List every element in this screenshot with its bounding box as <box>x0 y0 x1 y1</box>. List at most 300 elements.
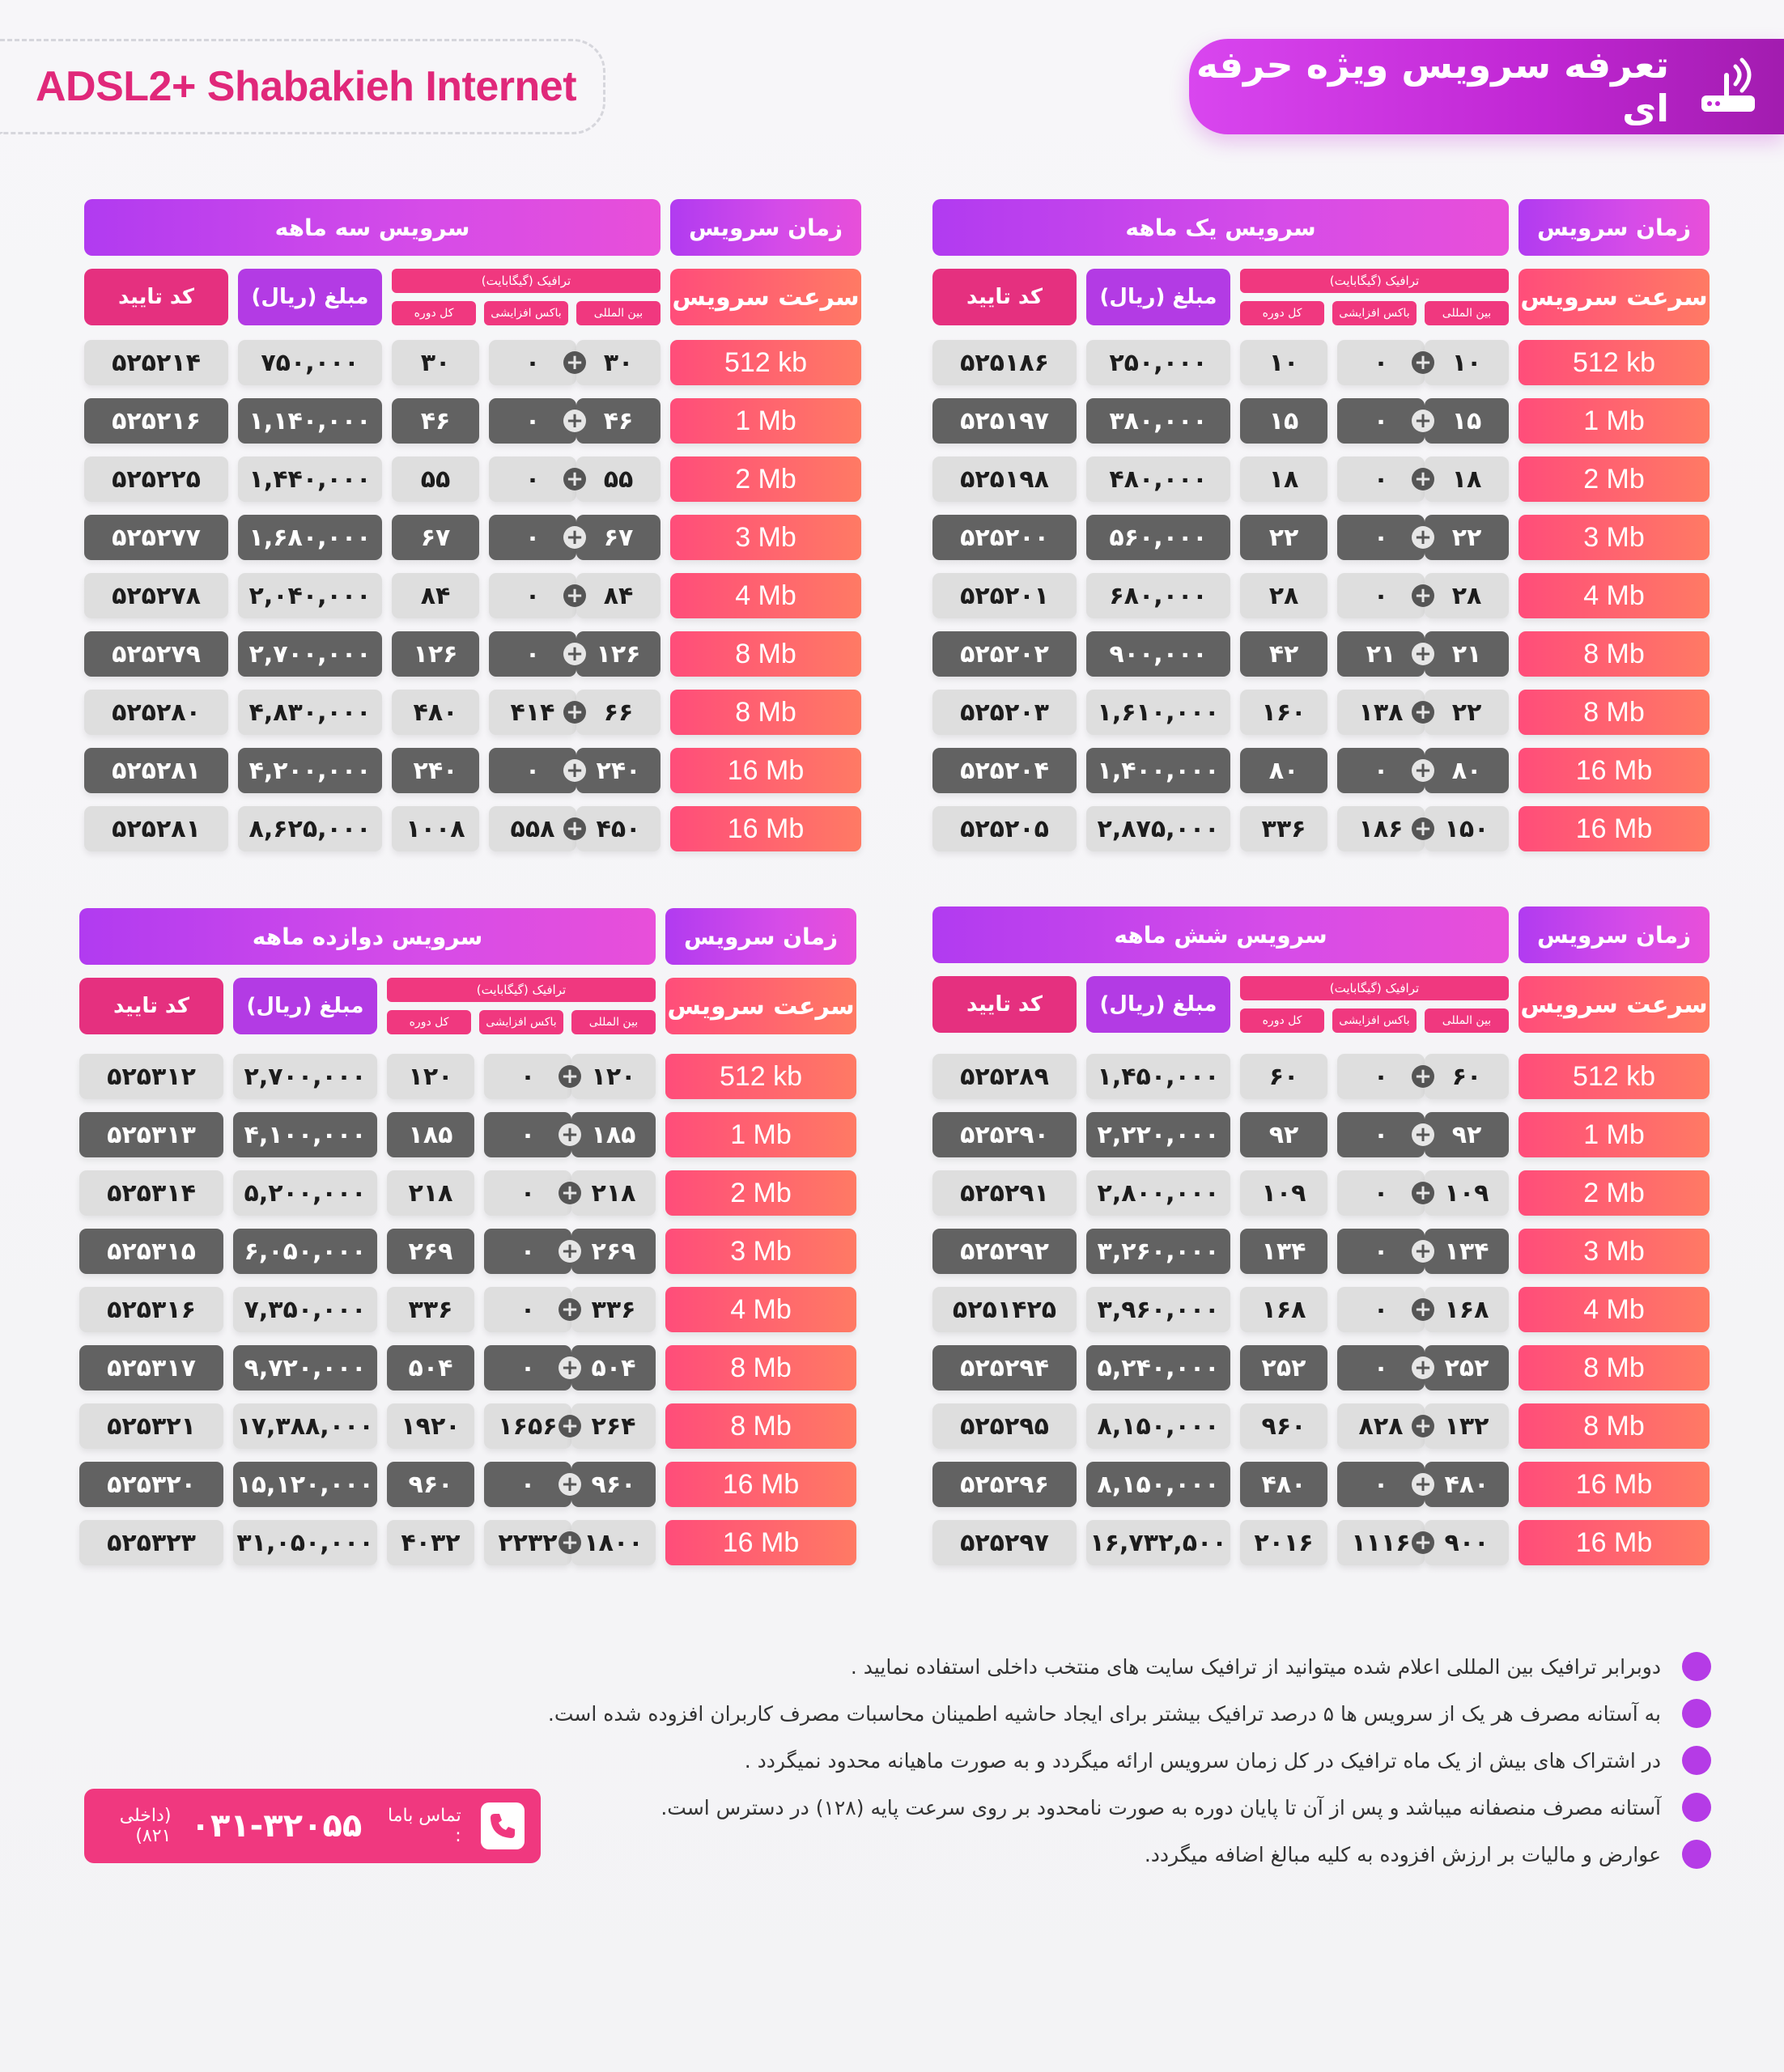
contact-label: تماس باما : <box>388 1806 461 1846</box>
cell-code: ۵۲۵۲۸۱ <box>84 806 228 851</box>
plus-icon: + <box>563 468 586 490</box>
table-row[interactable] <box>79 1229 856 1274</box>
header-price: مبلغ (ریال) <box>238 269 382 325</box>
cell-code: ۵۲۵۲۰۰ <box>932 515 1077 560</box>
cell-extra: ۴۱۴ <box>489 690 576 735</box>
table-row[interactable] <box>932 748 1710 793</box>
brand-box <box>0 39 605 134</box>
cell-total: ۲۱۸ <box>387 1170 474 1216</box>
header-extra: باکس افزایشی <box>1332 1008 1417 1033</box>
cell-code: ۵۲۵۳۱۶ <box>79 1287 223 1332</box>
contact-extension: (داخلی ۸۲۱) <box>119 1806 172 1846</box>
cell-speed: 16 Mb <box>665 1462 856 1507</box>
table-row[interactable] <box>932 1054 1710 1099</box>
cell-price: ۱,۴۴۰,۰۰۰ <box>238 456 382 502</box>
cell-intl: ۱۵ <box>1425 398 1509 444</box>
cell-code: ۵۲۵۲۸۱ <box>84 748 228 793</box>
cell-intl: ۲۱۸ <box>571 1170 656 1216</box>
cell-speed: 8 Mb <box>670 631 861 677</box>
cell-extra: ۰ <box>489 398 576 444</box>
cell-price: ۹۰۰,۰۰۰ <box>1086 631 1230 677</box>
cell-extra: ۰ <box>1337 398 1425 444</box>
cell-code: ۵۲۵۲۸۹ <box>932 1054 1077 1099</box>
header-traffic-group <box>1240 976 1509 1033</box>
cell-speed: 16 Mb <box>1519 1462 1710 1507</box>
cell-intl: ۱۲۶ <box>576 631 661 677</box>
cell-extra: ۰ <box>1337 1462 1425 1507</box>
cell-intl: ۲۱ <box>1425 631 1509 677</box>
header-total: کل دوره <box>387 1010 471 1034</box>
header-code: کد تایید <box>932 269 1077 325</box>
plus-icon: + <box>559 1473 581 1496</box>
cell-code: ۵۲۵۲۰۵ <box>932 806 1077 851</box>
note-item <box>497 1784 1711 1831</box>
cell-total: ۵۵ <box>392 456 479 502</box>
cell-speed: 8 Mb <box>1519 1403 1710 1449</box>
table-row[interactable] <box>79 1287 856 1332</box>
cell-extra: ۰ <box>484 1170 571 1216</box>
cell-speed: 2 Mb <box>1519 1170 1710 1216</box>
plus-icon: + <box>1412 1531 1434 1554</box>
table-row[interactable] <box>932 1229 1710 1274</box>
cell-extra: ۰ <box>1337 456 1425 502</box>
cell-code: ۵۲۵۲۷۹ <box>84 631 228 677</box>
cell-intl: ۱۸۰۰ <box>571 1520 656 1565</box>
plus-icon: + <box>1412 410 1434 432</box>
cell-intl: ۲۴۰ <box>576 748 661 793</box>
header-service-time: زمان سرویس <box>665 908 856 965</box>
cell-intl: ۸۴ <box>576 573 661 618</box>
plus-icon: + <box>1412 468 1434 490</box>
cell-price: ۲,۸۷۵,۰۰۰ <box>1086 806 1230 851</box>
cell-speed: 3 Mb <box>1519 1229 1710 1274</box>
note-item <box>497 1831 1711 1878</box>
cell-code: ۵۲۵۳۱۳ <box>79 1112 223 1157</box>
cell-total: ۴۸۰ <box>392 690 479 735</box>
contact-box[interactable] <box>84 1789 541 1863</box>
plus-icon: + <box>1412 351 1434 374</box>
header-code: کد تایید <box>79 978 223 1034</box>
cell-total: ۱۸ <box>1240 456 1327 502</box>
cell-price: ۱,۶۸۰,۰۰۰ <box>238 515 382 560</box>
cell-price: ۲۵۰,۰۰۰ <box>1086 340 1230 385</box>
bullet-icon <box>1682 1699 1711 1728</box>
table-row[interactable] <box>79 1520 856 1565</box>
cell-total: ۱۲۶ <box>392 631 479 677</box>
plus-icon: + <box>1412 701 1434 724</box>
plus-icon: + <box>563 410 586 432</box>
plus-icon: + <box>1412 1298 1434 1321</box>
cell-extra: ۰ <box>1337 1345 1425 1391</box>
table-row[interactable] <box>79 1054 856 1099</box>
cell-intl: ۶۷ <box>576 515 661 560</box>
header-intl: بین المللی <box>576 301 661 325</box>
cell-speed: 8 Mb <box>1519 1345 1710 1391</box>
table-row[interactable] <box>79 1112 856 1157</box>
contact-number[interactable]: ۰۳۱-۳۲۰۵۵ <box>190 1807 363 1845</box>
cell-extra: ۰ <box>489 340 576 385</box>
table-row[interactable] <box>84 456 861 502</box>
table-row[interactable] <box>932 1287 1710 1332</box>
cell-total: ۹۶۰ <box>387 1462 474 1507</box>
cell-total: ۶۷ <box>392 515 479 560</box>
header-traffic: ترافیک (گیگابایت) <box>387 978 656 1002</box>
cell-extra: ۵۵۸ <box>489 806 576 851</box>
table-row[interactable] <box>932 1462 1710 1507</box>
bullet-icon <box>1682 1840 1711 1869</box>
cell-price: ۵,۲۴۰,۰۰۰ <box>1086 1345 1230 1391</box>
table-row[interactable] <box>932 573 1710 618</box>
cell-total: ۱۰۹ <box>1240 1170 1327 1216</box>
cell-speed: 512 kb <box>1519 340 1710 385</box>
cell-extra: ۱۳۸ <box>1337 690 1425 735</box>
plus-icon: + <box>559 1065 581 1088</box>
cell-price: ۴,۸۳۰,۰۰۰ <box>238 690 382 735</box>
cell-total: ۹۶۰ <box>1240 1403 1327 1449</box>
note-item <box>497 1737 1711 1784</box>
plus-icon: + <box>559 1123 581 1146</box>
header-extra: باکس افزایشی <box>484 301 568 325</box>
cell-code: ۵۲۵۳۲۳ <box>79 1520 223 1565</box>
cell-extra: ۱۱۱۶ <box>1337 1520 1425 1565</box>
note-text: دوبرابر ترافیک بین المللی اعلام شده میتوانید از ترافیک سایت های منتخب داخلی استفاده نمایید . <box>850 1654 1661 1679</box>
cell-price: ۶,۰۵۰,۰۰۰ <box>233 1229 377 1274</box>
bullet-icon <box>1682 1652 1711 1681</box>
cell-total: ۴۶ <box>392 398 479 444</box>
cell-price: ۲,۷۰۰,۰۰۰ <box>233 1054 377 1099</box>
cell-speed: 16 Mb <box>670 806 861 851</box>
cell-extra: ۱۸۶ <box>1337 806 1425 851</box>
table-row[interactable] <box>79 1170 856 1216</box>
plus-icon: + <box>563 701 586 724</box>
cell-speed: 2 Mb <box>665 1170 856 1216</box>
cell-code: ۵۲۵۳۲۱ <box>79 1403 223 1449</box>
table-row[interactable] <box>932 631 1710 677</box>
cell-total: ۴۲ <box>1240 631 1327 677</box>
plus-icon: + <box>1412 643 1434 665</box>
cell-extra: ۰ <box>484 1229 571 1274</box>
table-row[interactable] <box>84 806 861 851</box>
cell-extra: ۰ <box>1337 1054 1425 1099</box>
cell-total: ۳۳۶ <box>1240 806 1327 851</box>
table-row[interactable] <box>932 456 1710 502</box>
table-row[interactable] <box>932 340 1710 385</box>
cell-code: ۵۲۵۲۱۶ <box>84 398 228 444</box>
cell-extra: ۰ <box>489 748 576 793</box>
cell-code: ۵۲۵۲۲۵ <box>84 456 228 502</box>
table-row[interactable] <box>84 398 861 444</box>
cell-intl: ۲۶۴ <box>571 1403 656 1449</box>
table-subheader-row <box>79 978 856 1034</box>
cell-speed: 16 Mb <box>665 1520 856 1565</box>
cell-extra: ۰ <box>489 573 576 618</box>
cell-intl: ۵۵ <box>576 456 661 502</box>
plus-icon: + <box>563 817 586 840</box>
cell-code: ۵۲۵۲۹۶ <box>932 1462 1077 1507</box>
cell-intl: ۹۰۰ <box>1425 1520 1509 1565</box>
cell-code: ۵۲۵۲۱۴ <box>84 340 228 385</box>
cell-code: ۵۲۵۲۹۴ <box>932 1345 1077 1391</box>
cell-extra: ۰ <box>489 456 576 502</box>
cell-code: ۵۲۵۱۴۲۵ <box>932 1287 1077 1332</box>
cell-speed: 512 kb <box>665 1054 856 1099</box>
table-row[interactable] <box>932 806 1710 851</box>
header-service-speed: سرعت سرویس <box>670 269 861 325</box>
header-intl: بین المللی <box>1425 1008 1509 1033</box>
header-service-speed: سرعت سرویس <box>665 978 856 1034</box>
cell-intl: ۱۰۹ <box>1425 1170 1509 1216</box>
cell-speed: 8 Mb <box>665 1403 856 1449</box>
cell-total: ۲۵۲ <box>1240 1345 1327 1391</box>
cell-speed: 1 Mb <box>665 1112 856 1157</box>
cell-intl: ۵۰۴ <box>571 1345 656 1391</box>
plus-icon: + <box>563 584 586 607</box>
cell-code: ۵۲۵۲۹۲ <box>932 1229 1077 1274</box>
cell-price: ۲,۰۴۰,۰۰۰ <box>238 573 382 618</box>
cell-price: ۴,۲۰۰,۰۰۰ <box>238 748 382 793</box>
cell-total: ۳۳۶ <box>387 1287 474 1332</box>
cell-price: ۷,۳۵۰,۰۰۰ <box>233 1287 377 1332</box>
note-text: آستانه مصرف منصفانه میباشد و پس از آن تا پایان دوره به صورت نامحدود بر روی سرعت پایه (۱۲۸) در دسترس است. <box>661 1795 1661 1819</box>
cell-total: ۲۶۹ <box>387 1229 474 1274</box>
cell-total: ۱۶۰ <box>1240 690 1327 735</box>
cell-price: ۱,۶۱۰,۰۰۰ <box>1086 690 1230 735</box>
cell-extra: ۰ <box>484 1112 571 1157</box>
header-service-time: زمان سرویس <box>670 199 861 256</box>
cell-intl: ۱۲۰ <box>571 1054 656 1099</box>
cell-price: ۱۷,۳۸۸,۰۰۰ <box>233 1403 377 1449</box>
cell-speed: 16 Mb <box>670 748 861 793</box>
table-row[interactable] <box>932 1170 1710 1216</box>
table-row[interactable] <box>932 690 1710 735</box>
table-subheader-row <box>932 269 1710 325</box>
cell-price: ۱,۴۵۰,۰۰۰ <box>1086 1054 1230 1099</box>
cell-code: ۵۲۵۳۱۷ <box>79 1345 223 1391</box>
cell-speed: 4 Mb <box>1519 573 1710 618</box>
cell-intl: ۱۳۴ <box>1425 1229 1509 1274</box>
note-text: در اشتراک های بیش از یک ماه ترافیک در کل زمان سرویس ارائه میگردد و به صورت ماهیانه محدود نمیگردد . <box>744 1748 1661 1773</box>
plus-icon: + <box>1412 1123 1434 1146</box>
plus-icon: + <box>563 643 586 665</box>
cell-speed: 16 Mb <box>1519 748 1710 793</box>
table-row[interactable] <box>84 690 861 735</box>
table-row[interactable] <box>84 340 861 385</box>
header-service-time: زمان سرویس <box>1519 199 1710 256</box>
plus-icon: + <box>1412 1415 1434 1437</box>
title-banner <box>1189 39 1784 134</box>
table-row[interactable] <box>84 573 861 618</box>
table-row[interactable] <box>932 1403 1710 1449</box>
plus-icon: + <box>1412 526 1434 549</box>
cell-price: ۲,۲۲۰,۰۰۰ <box>1086 1112 1230 1157</box>
header-traffic: ترافیک (گیگابایت) <box>392 269 661 293</box>
plus-icon: + <box>559 1357 581 1379</box>
plus-icon: + <box>1412 1182 1434 1204</box>
header-intl: بین المللی <box>571 1010 656 1034</box>
cell-intl: ۴۵۰ <box>576 806 661 851</box>
table-row[interactable] <box>84 748 861 793</box>
cell-price: ۱,۴۰۰,۰۰۰ <box>1086 748 1230 793</box>
cell-code: ۵۲۵۲۷۸ <box>84 573 228 618</box>
cell-code: ۵۲۵۱۸۶ <box>932 340 1077 385</box>
table-subheader-row <box>932 976 1710 1033</box>
cell-extra: ۰ <box>489 631 576 677</box>
note-item <box>497 1643 1711 1690</box>
header-service-speed: سرعت سرویس <box>1519 976 1710 1033</box>
cell-code: ۵۲۵۲۹۵ <box>932 1403 1077 1449</box>
plus-icon: + <box>563 351 586 374</box>
header-code: کد تایید <box>84 269 228 325</box>
cell-price: ۱۵,۱۲۰,۰۰۰ <box>233 1462 377 1507</box>
header-traffic: ترافیک (گیگابایت) <box>1240 976 1509 1000</box>
table-row[interactable] <box>932 398 1710 444</box>
notes-list <box>497 1643 1711 1878</box>
header-traffic: ترافیک (گیگابایت) <box>1240 269 1509 293</box>
cell-code: ۵۲۵۲۰۲ <box>932 631 1077 677</box>
plus-icon: + <box>1412 1357 1434 1379</box>
table-row[interactable] <box>932 1345 1710 1391</box>
brand-name: ADSL2+ Shabakieh Internet <box>36 63 577 110</box>
cell-total: ۴۸۰ <box>1240 1462 1327 1507</box>
cell-intl: ۱۶۸ <box>1425 1287 1509 1332</box>
table-row[interactable] <box>932 1520 1710 1565</box>
cell-intl: ۸۰ <box>1425 748 1509 793</box>
cell-total: ۱۳۴ <box>1240 1229 1327 1274</box>
cell-intl: ۳۳۶ <box>571 1287 656 1332</box>
cell-intl: ۲۲ <box>1425 515 1509 560</box>
plus-icon: + <box>1412 817 1434 840</box>
cell-speed: 2 Mb <box>1519 456 1710 502</box>
cell-extra: ۰ <box>1337 1229 1425 1274</box>
router-icon <box>1697 54 1760 119</box>
cell-total: ۱۰ <box>1240 340 1327 385</box>
header-plan-name: سرویس سه ماهه <box>84 199 661 256</box>
cell-price: ۵,۲۰۰,۰۰۰ <box>233 1170 377 1216</box>
cell-total: ۴۰۳۲ <box>387 1520 474 1565</box>
cell-speed: 4 Mb <box>670 573 861 618</box>
cell-speed: 3 Mb <box>670 515 861 560</box>
table-row[interactable] <box>79 1462 856 1507</box>
cell-intl: ۲۸ <box>1425 573 1509 618</box>
cell-code: ۵۲۵۳۱۴ <box>79 1170 223 1216</box>
header-plan-name: سرویس یک ماهه <box>932 199 1509 256</box>
cell-speed: 512 kb <box>1519 1054 1710 1099</box>
table-row[interactable] <box>932 1112 1710 1157</box>
cell-extra: ۰ <box>1337 748 1425 793</box>
cell-extra: ۰ <box>1337 515 1425 560</box>
table-header-row <box>932 199 1710 256</box>
cell-price: ۳,۲۶۰,۰۰۰ <box>1086 1229 1230 1274</box>
cell-intl: ۱۵۰ <box>1425 806 1509 851</box>
cell-speed: 3 Mb <box>1519 515 1710 560</box>
cell-code: ۵۲۵۲۹۱ <box>932 1170 1077 1216</box>
cell-code: ۵۲۵۲۷۷ <box>84 515 228 560</box>
cell-extra: ۰ <box>1337 1112 1425 1157</box>
cell-extra: ۰ <box>484 1345 571 1391</box>
header-plan-name: سرویس شش ماهه <box>932 906 1509 963</box>
plus-icon: + <box>563 759 586 782</box>
table-header-row <box>932 906 1710 963</box>
cell-total: ۲۴۰ <box>392 748 479 793</box>
cell-price: ۳۱,۰۵۰,۰۰۰ <box>233 1520 377 1565</box>
cell-code: ۵۲۵۱۹۸ <box>932 456 1077 502</box>
cell-price: ۸,۱۵۰,۰۰۰ <box>1086 1403 1230 1449</box>
cell-extra: ۱۶۵۶ <box>484 1403 571 1449</box>
cell-intl: ۴۶ <box>576 398 661 444</box>
header-code: کد تایید <box>932 976 1077 1033</box>
cell-price: ۴,۱۰۰,۰۰۰ <box>233 1112 377 1157</box>
cell-total: ۱۵ <box>1240 398 1327 444</box>
phone-icon <box>481 1802 525 1849</box>
plus-icon: + <box>559 1531 581 1554</box>
cell-code: ۵۲۵۳۲۰ <box>79 1462 223 1507</box>
cell-price: ۹,۷۲۰,۰۰۰ <box>233 1345 377 1391</box>
cell-speed: 8 Mb <box>1519 690 1710 735</box>
cell-intl: ۲۵۲ <box>1425 1345 1509 1391</box>
cell-intl: ۲۶۹ <box>571 1229 656 1274</box>
plus-icon: + <box>559 1182 581 1204</box>
cell-speed: 8 Mb <box>665 1345 856 1391</box>
header-extra: باکس افزایشی <box>479 1010 563 1034</box>
cell-total: ۹۲ <box>1240 1112 1327 1157</box>
header-traffic-group <box>1240 269 1509 325</box>
table-row[interactable] <box>79 1345 856 1391</box>
cell-code: ۵۲۵۳۱۵ <box>79 1229 223 1274</box>
header-total: کل دوره <box>1240 301 1324 325</box>
table-row[interactable] <box>932 515 1710 560</box>
cell-code: ۵۲۵۲۰۴ <box>932 748 1077 793</box>
cell-intl: ۶۰ <box>1425 1054 1509 1099</box>
cell-speed: 4 Mb <box>1519 1287 1710 1332</box>
plus-icon: + <box>1412 1240 1434 1263</box>
cell-total: ۱۶۸ <box>1240 1287 1327 1332</box>
cell-extra: ۸۲۸ <box>1337 1403 1425 1449</box>
table-row[interactable] <box>84 515 861 560</box>
header-intl: بین المللی <box>1425 301 1509 325</box>
cell-extra: ۰ <box>484 1462 571 1507</box>
cell-extra: ۲۲۳۲ <box>484 1520 571 1565</box>
table-row[interactable] <box>84 631 861 677</box>
cell-intl: ۱۸ <box>1425 456 1509 502</box>
cell-extra: ۰ <box>1337 573 1425 618</box>
header-plan-name: سرویس دوازده ماهه <box>79 908 656 965</box>
cell-total: ۶۰ <box>1240 1054 1327 1099</box>
cell-price: ۲,۷۰۰,۰۰۰ <box>238 631 382 677</box>
cell-price: ۸,۶۲۵,۰۰۰ <box>238 806 382 851</box>
cell-intl: ۴۸۰ <box>1425 1462 1509 1507</box>
bullet-icon <box>1682 1793 1711 1822</box>
table-header-row <box>79 908 856 965</box>
plus-icon: + <box>1412 1473 1434 1496</box>
cell-code: ۵۲۵۱۹۷ <box>932 398 1077 444</box>
plus-icon: + <box>1412 1065 1434 1088</box>
cell-speed: 1 Mb <box>670 398 861 444</box>
cell-total: ۲۲ <box>1240 515 1327 560</box>
plus-icon: + <box>559 1240 581 1263</box>
cell-price: ۱۶,۷۳۲,۵۰۰ <box>1086 1520 1230 1565</box>
cell-intl: ۲۲ <box>1425 690 1509 735</box>
cell-code: ۵۲۵۳۱۲ <box>79 1054 223 1099</box>
header-total: کل دوره <box>392 301 476 325</box>
cell-intl: ۳۰ <box>576 340 661 385</box>
header-service-speed: سرعت سرویس <box>1519 269 1710 325</box>
note-text: عوارض و مالیات بر ارزش افزوده به کلیه مبالغ اضافه میگردد. <box>1144 1842 1661 1866</box>
cell-intl: ۱۳۲ <box>1425 1403 1509 1449</box>
header-traffic-group <box>392 269 661 325</box>
table-row[interactable] <box>79 1403 856 1449</box>
cell-speed: 16 Mb <box>1519 1520 1710 1565</box>
cell-total: ۸۰ <box>1240 748 1327 793</box>
